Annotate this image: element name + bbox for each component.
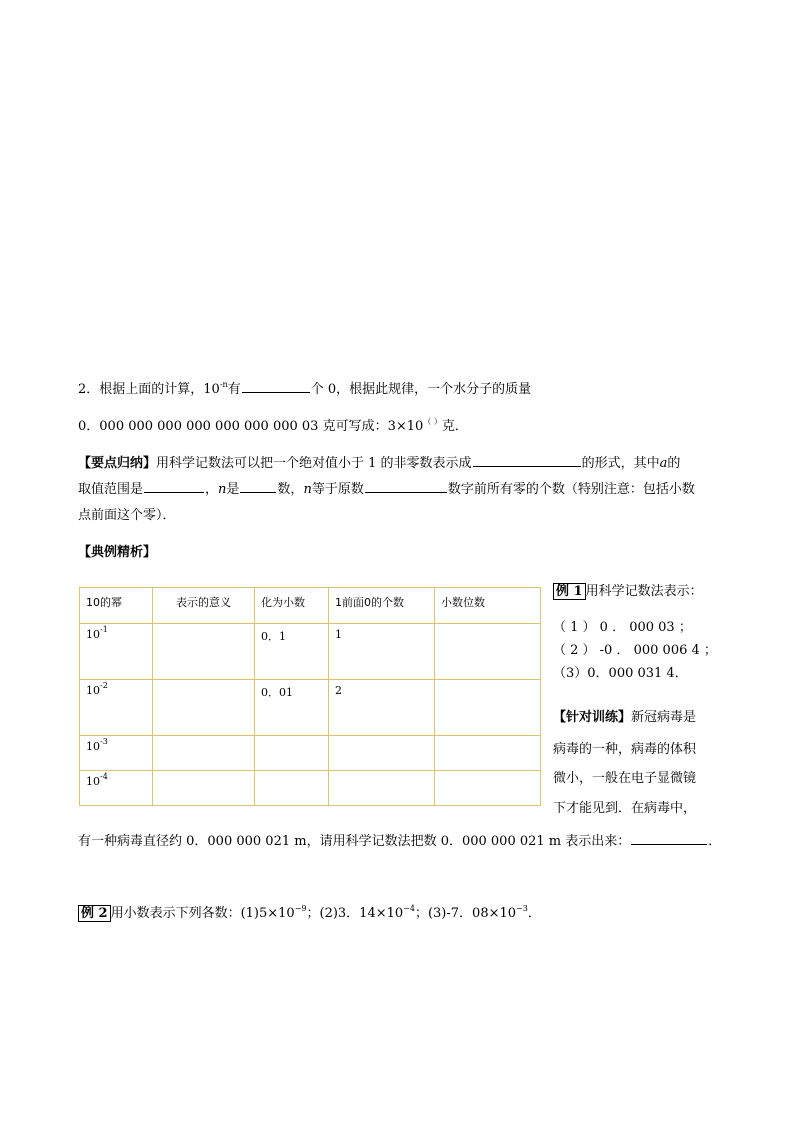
example1-item-2: （ 2 ） -0 ． 000 006 4 ； xyxy=(553,643,717,658)
cell-places[interactable] xyxy=(435,680,541,736)
cell-meaning[interactable] xyxy=(153,680,255,736)
header-zeros: 1前面0的个数 xyxy=(329,588,435,624)
table-header-row xyxy=(80,588,541,624)
practice-line-1 xyxy=(553,706,696,725)
q2-text-a: 2．根据上面的计算，10 xyxy=(78,382,220,397)
key-points-text-2a: 取值范围是 xyxy=(78,482,144,497)
cell-decimal[interactable]: 0．01 xyxy=(255,680,329,736)
table-row xyxy=(80,624,541,680)
key-points-text-1c: 的 xyxy=(667,456,681,471)
powers-of-ten-table xyxy=(79,587,541,806)
table-row xyxy=(80,736,541,771)
cell-power: $10^{-3}$ xyxy=(80,736,153,771)
example2-line xyxy=(78,902,541,922)
example2-tag: 例 2 xyxy=(78,905,111,922)
example2-text-d: ． xyxy=(527,906,541,921)
variable-n-2: n xyxy=(303,482,312,497)
header-places: 小数位数 xyxy=(435,588,541,624)
example1-item-3: （3）0．000 031 4． xyxy=(553,666,688,681)
key-points-line-3 xyxy=(78,504,176,523)
cell-power: $10^{-4}$ xyxy=(80,771,153,806)
practice-end: ． xyxy=(708,834,722,849)
answer-blank-sign[interactable] xyxy=(240,480,276,493)
key-points-line-2: 取值范围是 ，n是 数，n等于原数 数字前所有零的个数（特别注意：包括小数 xyxy=(78,482,695,497)
practice-text-1: 新冠病毒是 xyxy=(631,710,697,725)
cell-places[interactable] xyxy=(435,736,541,771)
table-row xyxy=(80,680,541,736)
example1-item-1: （ 1 ） 0 ． 000 03 ； xyxy=(553,620,692,635)
table-row xyxy=(80,771,541,806)
cell-zeros[interactable]: 2 xyxy=(329,680,435,736)
answer-blank-virus[interactable] xyxy=(631,832,707,845)
cell-decimal[interactable] xyxy=(255,736,329,771)
cell-places[interactable] xyxy=(435,771,541,806)
answer-blank-position[interactable] xyxy=(365,480,447,493)
q2-exponent-blank[interactable]: （ ） xyxy=(423,417,442,426)
example1-text: 用科学记数法表示： xyxy=(585,584,703,599)
cell-decimal[interactable]: 0．1 xyxy=(255,624,329,680)
key-points-text-1a: 用科学记数法可以把一个绝对值小于 1 的非零数表示成 xyxy=(156,456,472,471)
cell-meaning[interactable] xyxy=(153,736,255,771)
q2-exponent: -n xyxy=(219,380,228,389)
cell-zeros[interactable]: 1 xyxy=(329,624,435,680)
example2-text-c: ；(3)-7．08×10 xyxy=(414,906,517,921)
cell-zeros[interactable] xyxy=(329,771,435,806)
example2-text-a: 用小数表示下列各数：(1)5×10 xyxy=(110,906,295,921)
cell-meaning[interactable] xyxy=(153,771,255,806)
key-points-text-2e: 数字前所有零的个数（特别注意：包括小数 xyxy=(447,482,695,497)
q2-line-2 xyxy=(78,415,468,434)
answer-blank-range[interactable] xyxy=(144,480,204,493)
key-points-text-3: 点前面这个零）． xyxy=(78,508,176,523)
example1-heading xyxy=(553,580,703,600)
cell-meaning[interactable] xyxy=(153,624,255,680)
q2-text-b: 有 xyxy=(227,382,241,397)
q2-line-1 xyxy=(78,378,531,397)
practice-line-2: 病毒的一种，病毒的体积 xyxy=(553,742,697,757)
header-meaning: 表示的意义 xyxy=(153,588,255,624)
header-decimal: 化为小数 xyxy=(255,588,329,624)
example2-text-b: ；(2)3．14×10 xyxy=(306,906,404,921)
key-points-label: 【要点归纳】 xyxy=(78,456,157,471)
practice-text-5: 有一种病毒直径约 0．000 000 021 m，请用科学记数法把数 0．000 000 021 m 表示出来： xyxy=(78,834,631,849)
section-title: 【典例精析】 xyxy=(78,545,157,560)
answer-blank-zeros-count[interactable] xyxy=(242,380,310,393)
answer-blank-form[interactable] xyxy=(473,454,581,467)
example2-exp-1: −9 xyxy=(294,904,307,913)
header-power: 10的幂 xyxy=(80,588,153,624)
practice-line-4: 下才能见到．在病毒中， xyxy=(553,801,697,816)
cell-places[interactable] xyxy=(435,624,541,680)
cell-power: $10^{-2}$ xyxy=(80,680,153,736)
practice-line-3: 微小，一般在电子显微镜 xyxy=(553,771,697,786)
cell-power: $10^{-1}$ xyxy=(80,624,153,680)
q2-unit: 克． xyxy=(441,419,468,434)
key-points-text-2c: 数， xyxy=(277,482,304,497)
variable-n: n xyxy=(218,482,227,497)
q2-text-c: 个 0，根据此规律，一个水分子的质量 xyxy=(310,382,532,397)
variable-a: a xyxy=(659,456,668,471)
q2-mass-text: 0．000 000 000 000 000 000 000 03 克可写成：3×10 xyxy=(78,419,424,434)
cell-decimal[interactable] xyxy=(255,771,329,806)
example2-exp-3: −3 xyxy=(516,904,528,913)
practice-line-5 xyxy=(78,830,721,849)
key-points-text-2d: 等于原数 xyxy=(311,482,364,497)
example1-tag: 例 1 xyxy=(553,583,586,600)
key-points-text-2b: 是 xyxy=(226,482,240,497)
key-points-line-1 xyxy=(78,452,680,471)
key-points-text-1b: 的形式，其中 xyxy=(581,456,660,471)
cell-zeros[interactable] xyxy=(329,736,435,771)
example2-exp-2: −4 xyxy=(403,904,415,913)
practice-label: 【针对训练】 xyxy=(553,710,632,725)
